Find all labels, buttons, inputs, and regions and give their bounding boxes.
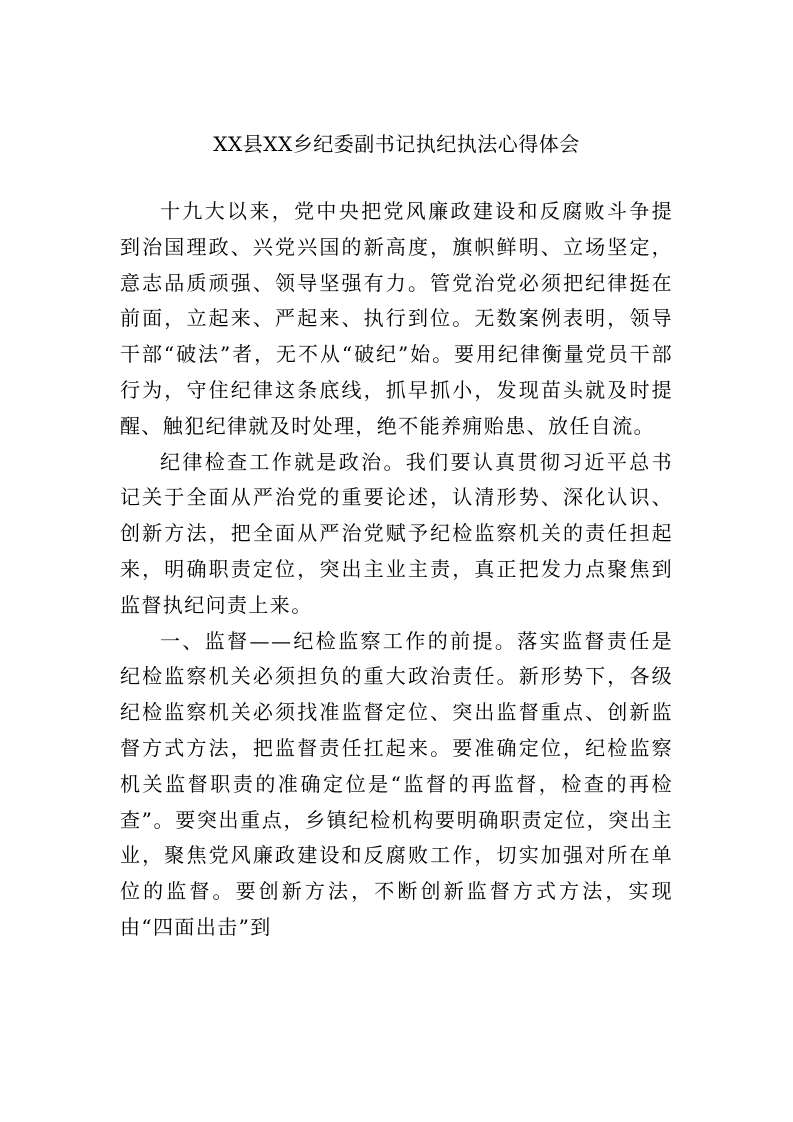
paragraph-1: 十九大以来，党中央把党风廉政建设和反腐败斗争提到治国理政、兴党兴国的新高度，旗帜鲜明、立场坚定，意志品质顽强、领导坚强有力。管党治党必须把纪律挺在前面，立起来、严起来、执行到位。无数案例表明，领导干部“破法”者，无不从“破纪”始。要用纪律衡量党员干部行为，守住纪律这条底线，抓早抓小，发现苗头就及时提醒、触犯纪律就及时处理，绝不能养痈贻患、放任自流。 — [120, 199, 673, 438]
document-body — [120, 194, 673, 946]
document-title: XX县XX乡纪委副书记执纪执法心得体会 — [213, 132, 580, 156]
paragraph-3: 一、监督——纪检监察工作的前提。落实监督责任是纪检监察机关必须担负的重大政治责任。新形势下，各级纪检监察机关必须找准监督定位、突出监督重点、创新监督方式方法，把监督责任扛起来。要准确定位，纪检监察机关监督职责的准确定位是“监督的再监督，检查的再检查”。要突出重点，乡镇纪检机构要明确职责定位，突出主业，聚焦党风廉政建设和反腐败工作，切实加强对所在单位的监督。要创新方法，不断创新监督方式方法，实现由“四面出击”到 — [120, 628, 673, 939]
paragraph-2: 纪律检查工作就是政治。我们要认真贯彻习近平总书记关于全面从严治党的重要论述，认清形势、深化认识、创新方法，把全面从严治党赋予纪检监察机关的责任担起来，明确职责定位，突出主业主责，真正把发力点聚焦到监督执纪问责上来。 — [120, 449, 673, 617]
